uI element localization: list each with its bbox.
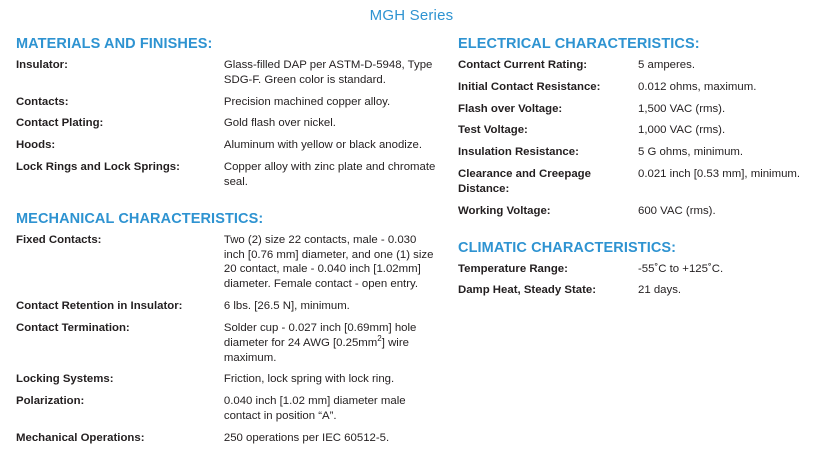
- spec-value-superscript: 2: [377, 333, 382, 343]
- spec-label: Working Voltage:: [458, 204, 551, 217]
- electrical-table: [458, 58, 823, 226]
- spec-value: 600 VAC (rms).: [638, 204, 716, 217]
- spec-value: 5 amperes.: [638, 59, 695, 71]
- table-row: [16, 95, 436, 117]
- spec-value: 0.040 inch [1.02 mm] diameter male contact in position “A”.: [223, 395, 406, 423]
- spec-label: Flash over Voltage:: [458, 102, 563, 115]
- spec-value: Glass-filled DAP per ASTM-D-5948, Type SDG-F. Green color is standard.: [223, 59, 433, 86]
- table-row: [16, 321, 436, 372]
- spec-value: Aluminum with yellow or black anodize.: [223, 139, 423, 152]
- spec-label: Locking Systems:: [16, 373, 114, 386]
- mechanical-table: [16, 233, 436, 453]
- spec-label: Mechanical Operations:: [16, 431, 145, 444]
- spec-value: 1,500 VAC (rms).: [638, 102, 726, 115]
- spec-value: 0.012 ohms, maximum.: [638, 80, 757, 93]
- table-row: [16, 160, 436, 197]
- spec-label: Contact Termination:: [16, 321, 130, 334]
- spec-value: Gold flash over nickel.: [223, 117, 336, 130]
- spec-value: 1,000 VAC (rms).: [638, 124, 726, 137]
- section-heading-mechanical: MECHANICAL CHARACTERISTICS:: [16, 210, 264, 227]
- spec-label: Clearance and Creepage Distance:: [458, 168, 591, 195]
- table-row: [16, 299, 436, 321]
- table-row: [458, 145, 823, 167]
- table-row: [458, 167, 823, 204]
- table-row: [458, 204, 823, 226]
- table-row: [458, 123, 823, 145]
- spec-value: 5 G ohms, minimum.: [638, 146, 744, 159]
- spec-label: Contact Current Rating:: [458, 59, 588, 71]
- table-row: [458, 283, 823, 305]
- spec-value-text: Solder cup - 0.027 inch [0.69mm] hole diameter for 24 AWG [0.25mm: [223, 321, 417, 349]
- content-columns: [0, 24, 823, 453]
- table-row: [458, 262, 823, 284]
- section-heading-materials: MATERIALS AND FINISHES:: [16, 36, 213, 52]
- section-heading-climatic: CLIMATIC CHARACTERISTICS:: [458, 239, 677, 256]
- table-row: [16, 116, 436, 138]
- spec-label: Test Voltage:: [458, 124, 528, 137]
- spec-value: Copper alloy with zinc plate and chromate seal.: [223, 161, 436, 188]
- table-row: [458, 58, 823, 80]
- left-column: [16, 36, 436, 453]
- spec-label: Damp Heat, Steady State:: [458, 284, 596, 297]
- spec-value: [224, 321, 436, 372]
- spec-label: Polarization:: [16, 395, 85, 408]
- spec-label: Lock Rings and Lock Springs:: [16, 161, 180, 174]
- spec-value-tail: ] wire maximum.: [223, 336, 409, 364]
- spec-label: Contacts:: [16, 95, 69, 108]
- spec-value: -55˚C to +125˚C.: [638, 262, 724, 275]
- table-row: [16, 58, 436, 95]
- spec-value: 250 operations per IEC 60512-5.: [223, 431, 390, 444]
- spec-label: Insulator:: [16, 59, 68, 71]
- table-row: [458, 80, 823, 102]
- table-row: [16, 138, 436, 160]
- spec-label: Contact Plating:: [16, 117, 104, 130]
- spec-value: 6 lbs. [26.5 N], minimum.: [223, 300, 350, 313]
- spec-value: 21 days.: [638, 284, 682, 297]
- table-row: [458, 102, 823, 124]
- spec-value: Two (2) size 22 contacts, male - 0.030 inch [0.76 mm] diameter, and one (1) size 20 contact, male - 0.040 inch [1.02mm] diameter. Female contact - open entry.: [223, 233, 434, 291]
- spec-label: Contact Retention in Insulator:: [16, 300, 183, 313]
- spec-label: Temperature Range:: [458, 262, 568, 275]
- table-row: [16, 233, 436, 299]
- materials-table: [16, 58, 436, 197]
- spec-label: Hoods:: [16, 139, 56, 152]
- table-row: [16, 372, 436, 394]
- spec-label: Fixed Contacts:: [16, 233, 102, 246]
- spec-label: Insulation Resistance:: [458, 146, 579, 159]
- spec-value: Precision machined copper alloy.: [223, 95, 391, 108]
- table-row: [16, 431, 436, 453]
- spec-value: 0.021 inch [0.53 mm], minimum.: [638, 168, 801, 181]
- climatic-table: [458, 262, 823, 306]
- page-title: MGH Series: [369, 7, 454, 24]
- section-heading-electrical: ELECTRICAL CHARACTERISTICS:: [458, 36, 700, 52]
- right-column: [436, 36, 821, 453]
- spec-label: Initial Contact Resistance:: [458, 80, 601, 93]
- table-row: [16, 394, 436, 431]
- spec-value: Friction, lock spring with lock ring.: [223, 373, 395, 386]
